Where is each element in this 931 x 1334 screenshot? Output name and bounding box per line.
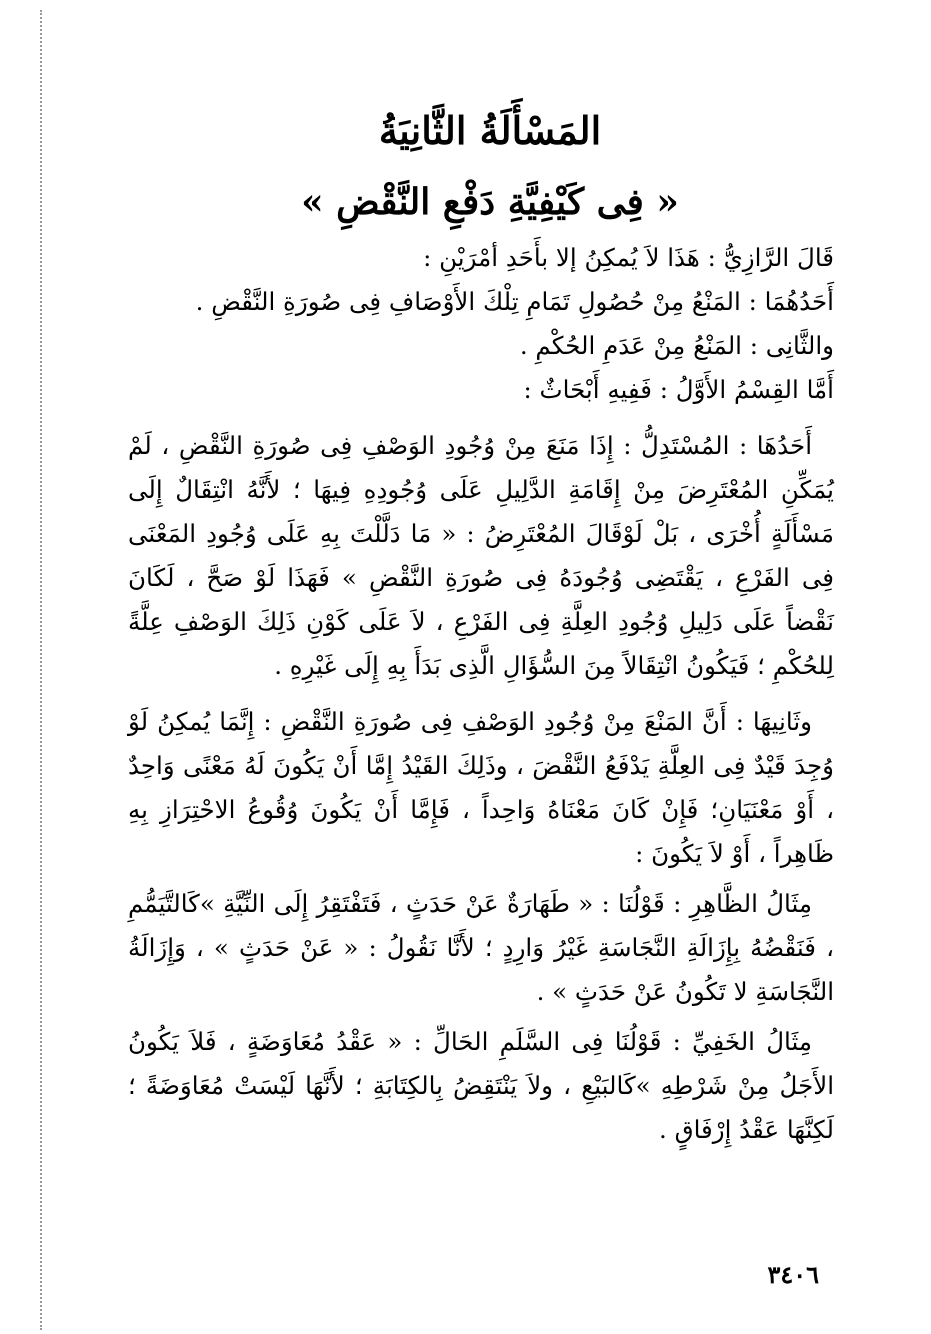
paragraph: مِثَالُ الخَفِيِّ : قَوْلُنَا فِى السَّلَمِ الحَالِّ : « عَقْدُ مُعَاوَضَةٍ ، فَلاَ يَكُونُ الأَجَلُ مِنْ شَرْطِهِ »كَالبَيْعِ ، ولاَ يَنْتَقِضُ بِالكِتَابَةِ ؛ لأَنَّهَا لَيْسَتْ مُعَاوَضَةً ؛ لَكِنَّهَا عَقْدُ إِرْفَاقٍ . [128,1027,834,1144]
scan-margin-dots [40,10,42,1330]
page-number: ٣٤٠٦ [767,1260,819,1289]
paragraph: والثَّانِى : المَنْعُ مِنْ عَدَمِ الحُكْمِ . [519,331,834,360]
paragraph: مِثَالُ الظَّاهِرِ : قَوْلُنَا : « طَهَارَةٌ عَنْ حَدَثٍ ، فَتَفْتَقِرُ إِلَى النِّيَّةِ »كَالتَّيَمُّمِ ، فَنَقْضُهُ بِإِزَالَةِ النَّجَاسَةِ غَيْرُ وَارِدٍ ؛ لأَنَّا نَقُولُ : « عَنْ حَدَثٍ » ، وَإِزَالَةُ النَّجَاسَةِ لا تَكُونُ عَنْ حَدَثٍ » . [128,889,834,1006]
paragraph: أَحَدُهَا : المُسْتَدِلُّ : إِذَا مَنَعَ مِنْ وُجُودِ الوَصْفِ فِى صُورَةِ النَّقْضِ ، لَمْ يُمَكِّنِ المُعْتَرِضَ مِنْ إِقَامَةِ الدَّلِيلِ عَلَى وُجُودِهِ فِيهَا ؛ لأَنَّهُ انْتِقَالٌ إِلَى مَسْأَلَةٍ أُخْرَى ، بَلْ لَوْقَالَ المُعْتَرِضُ : « مَا دَلَّلْتَ بِهِ عَلَى وُجُودِ المَعْنَى فِى الفَرْعِ ، يَقْتَضِى وُجُودَهُ فِى صُورَةِ النَّقْضِ » فَهَذَا لَوْ صَحَّ ، لَكَانَ نَقْضاً عَلَى دَلِيلِ وُجُودِ العِلَّةِ فِى الفَرْعِ ، لاَ عَلَى كَوْنِ ذَلِكَ الوَصْفِ عِلَّةً لِلحُكْمِ ؛ فَيَكُونُ انْتِقَالاً مِنَ السُّؤَالِ الَّذِى بَدَأَ بِهِ إِلَى غَيْرِهِ . [128,431,834,680]
section-subtitle: « فِى كَيْفِيَّةِ دَفْعِ النَّقْضِ » [301,181,679,223]
section-title: المَسْأَلَةُ الثَّانِيَةُ [378,108,602,153]
paragraph: وثَانِيهَا : أَنَّ المَنْعَ مِنْ وُجُودِ الوَصْفِ فِى صُورَةِ النَّقْضِ : إِنَّمَا يُمكِنُ لَوْ وُجِدَ قَيْدٌ فِى العِلَّةِ يَدْفَعُ النَّقْضَ ، وذَلِكَ القَيْدُ إِمَّا أَنْ يَكُونَ لَهُ مَعْنًى وَاحِدٌ ، أَوْ مَعْنَيَانِ؛ فَإِنْ كَانَ مَعْنَاهُ وَاحِداً ، فَإِمَّا أَنْ يَكُونَ وُقُوعُ الاحْتِرَازِ بِهِ ظَاهِراً ، أَوْ لاَ يَكُونَ : [128,707,834,868]
paragraph: قَالَ الرَّازِيُّ : هَذَا لاَ يُمكِنُ إلا بأَحَدِ أمْرَيْنِ : [423,243,834,272]
paragraph: أَحَدُهُمَا : المَنْعُ مِنْ حُصُولِ تَمَامِ تِلْكَ الأَوْصَافِ فِى صُورَةِ النَّقْضِ . [195,287,834,316]
paragraph: أَمَّا القِسْمُ الأَوَّلُ : فَفِيهِ أَبْحَاثٌ : [523,375,834,404]
body-text [128,236,834,1152]
